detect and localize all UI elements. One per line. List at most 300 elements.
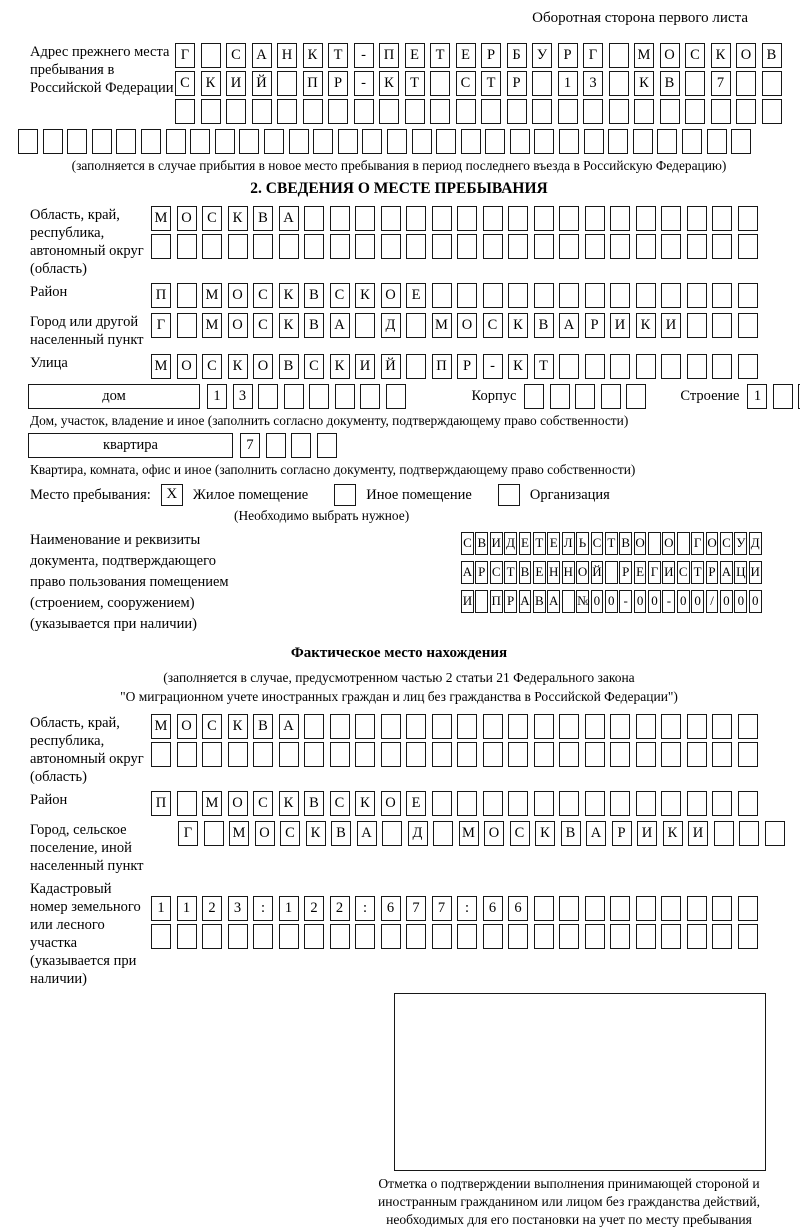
- form-cell[interactable]: К: [201, 71, 221, 96]
- form-cell[interactable]: С: [304, 354, 324, 379]
- form-cell[interactable]: К: [508, 354, 528, 379]
- form-cell[interactable]: [264, 129, 284, 154]
- form-cell[interactable]: [279, 234, 299, 259]
- form-cell[interactable]: 7: [240, 433, 260, 458]
- form-cell[interactable]: [508, 791, 528, 816]
- form-cell[interactable]: [177, 742, 197, 767]
- form-cell[interactable]: [253, 742, 273, 767]
- form-cell[interactable]: [687, 791, 707, 816]
- form-cell[interactable]: [313, 129, 333, 154]
- form-cell[interactable]: [92, 129, 112, 154]
- form-cell[interactable]: Б: [507, 43, 527, 68]
- form-cell[interactable]: Т: [504, 561, 517, 584]
- form-cell[interactable]: [762, 71, 782, 96]
- form-cell[interactable]: [43, 129, 63, 154]
- form-cell[interactable]: П: [432, 354, 452, 379]
- form-cell[interactable]: К: [663, 821, 683, 846]
- form-cell[interactable]: Т: [691, 561, 704, 584]
- form-cell[interactable]: 7: [406, 896, 426, 921]
- form-cell[interactable]: [508, 206, 528, 231]
- form-cell[interactable]: О: [255, 821, 275, 846]
- form-cell[interactable]: [406, 354, 426, 379]
- form-cell[interactable]: -: [619, 590, 632, 613]
- form-cell[interactable]: [534, 896, 554, 921]
- form-cell[interactable]: [687, 206, 707, 231]
- form-cell[interactable]: [432, 283, 452, 308]
- form-cell[interactable]: [215, 129, 235, 154]
- form-cell[interactable]: [738, 206, 758, 231]
- form-cell[interactable]: М: [151, 354, 171, 379]
- form-cell[interactable]: [355, 714, 375, 739]
- form-cell[interactable]: [712, 791, 732, 816]
- form-cell[interactable]: [558, 99, 578, 124]
- form-cell[interactable]: С: [720, 532, 733, 555]
- form-cell[interactable]: [177, 234, 197, 259]
- form-cell[interactable]: [355, 742, 375, 767]
- form-cell[interactable]: [430, 71, 450, 96]
- form-cell[interactable]: Т: [430, 43, 450, 68]
- form-cell[interactable]: О: [177, 714, 197, 739]
- form-cell[interactable]: О: [228, 313, 248, 338]
- form-cell[interactable]: [687, 313, 707, 338]
- form-cell[interactable]: [151, 924, 171, 949]
- form-cell[interactable]: 1: [747, 384, 767, 409]
- form-cell[interactable]: [685, 99, 705, 124]
- form-cell[interactable]: [610, 354, 630, 379]
- form-cell[interactable]: С: [510, 821, 530, 846]
- form-cell[interactable]: [177, 791, 197, 816]
- form-cell[interactable]: [202, 234, 222, 259]
- form-cell[interactable]: [432, 924, 452, 949]
- form-cell[interactable]: 0: [677, 590, 690, 613]
- form-cell[interactable]: [228, 742, 248, 767]
- form-cell[interactable]: [67, 129, 87, 154]
- form-cell[interactable]: 7: [711, 71, 731, 96]
- form-cell[interactable]: [457, 742, 477, 767]
- form-cell[interactable]: Е: [547, 532, 560, 555]
- form-cell[interactable]: Г: [175, 43, 195, 68]
- form-cell[interactable]: [559, 283, 579, 308]
- form-cell[interactable]: [335, 384, 355, 409]
- form-cell[interactable]: [559, 714, 579, 739]
- form-cell[interactable]: [738, 924, 758, 949]
- form-cell[interactable]: [304, 924, 324, 949]
- form-cell[interactable]: С: [685, 43, 705, 68]
- form-cell[interactable]: Л: [562, 532, 575, 555]
- form-cell[interactable]: [608, 129, 628, 154]
- form-cell[interactable]: [738, 354, 758, 379]
- form-cell[interactable]: [304, 714, 324, 739]
- form-cell[interactable]: М: [459, 821, 479, 846]
- form-cell[interactable]: Г: [691, 532, 704, 555]
- form-cell[interactable]: К: [228, 714, 248, 739]
- form-cell[interactable]: К: [330, 354, 350, 379]
- form-cell[interactable]: [636, 896, 656, 921]
- form-cell[interactable]: Е: [405, 43, 425, 68]
- form-cell[interactable]: [739, 821, 759, 846]
- form-cell[interactable]: [534, 714, 554, 739]
- form-cell[interactable]: Т: [405, 71, 425, 96]
- form-cell[interactable]: -: [662, 590, 675, 613]
- form-cell[interactable]: [406, 234, 426, 259]
- form-cell[interactable]: [483, 742, 503, 767]
- form-cell[interactable]: В: [519, 561, 532, 584]
- form-cell[interactable]: [738, 896, 758, 921]
- form-cell[interactable]: [177, 313, 197, 338]
- form-cell[interactable]: Г: [151, 313, 171, 338]
- form-cell[interactable]: [550, 384, 570, 409]
- form-cell[interactable]: [534, 206, 554, 231]
- form-cell[interactable]: [738, 714, 758, 739]
- form-cell[interactable]: О: [381, 791, 401, 816]
- form-cell[interactable]: [328, 99, 348, 124]
- form-cell[interactable]: А: [252, 43, 272, 68]
- form-cell[interactable]: [289, 129, 309, 154]
- form-cell[interactable]: [266, 433, 286, 458]
- form-cell[interactable]: [406, 714, 426, 739]
- form-cell[interactable]: Р: [457, 354, 477, 379]
- form-cell[interactable]: Т: [328, 43, 348, 68]
- form-cell[interactable]: [660, 99, 680, 124]
- form-cell[interactable]: В: [762, 43, 782, 68]
- form-cell[interactable]: Р: [706, 561, 719, 584]
- form-cell[interactable]: О: [576, 561, 589, 584]
- form-cell[interactable]: [406, 742, 426, 767]
- form-cell[interactable]: И: [662, 561, 675, 584]
- form-cell[interactable]: М: [151, 714, 171, 739]
- form-cell[interactable]: [432, 206, 452, 231]
- form-cell[interactable]: 3: [233, 384, 253, 409]
- form-cell[interactable]: П: [151, 283, 171, 308]
- form-cell[interactable]: У: [734, 532, 747, 555]
- form-cell[interactable]: [559, 791, 579, 816]
- form-cell[interactable]: С: [202, 354, 222, 379]
- form-cell[interactable]: Е: [406, 283, 426, 308]
- form-cell[interactable]: [18, 129, 38, 154]
- form-cell[interactable]: А: [720, 561, 733, 584]
- form-cell[interactable]: [661, 283, 681, 308]
- form-cell[interactable]: С: [461, 532, 474, 555]
- form-cell[interactable]: [279, 742, 299, 767]
- form-cell[interactable]: [736, 99, 756, 124]
- form-cell[interactable]: 3: [583, 71, 603, 96]
- form-cell[interactable]: Й: [381, 354, 401, 379]
- form-cell[interactable]: [773, 384, 793, 409]
- form-cell[interactable]: [712, 924, 732, 949]
- form-cell[interactable]: [559, 234, 579, 259]
- form-cell[interactable]: :: [457, 896, 477, 921]
- form-cell[interactable]: [648, 532, 661, 555]
- form-cell[interactable]: [609, 43, 629, 68]
- form-cell[interactable]: [585, 714, 605, 739]
- form-cell[interactable]: [601, 384, 621, 409]
- form-cell[interactable]: [430, 99, 450, 124]
- form-cell[interactable]: [677, 532, 690, 555]
- form-cell[interactable]: [226, 99, 246, 124]
- form-cell[interactable]: О: [706, 532, 719, 555]
- form-cell[interactable]: [355, 313, 375, 338]
- form-cell[interactable]: [355, 924, 375, 949]
- form-cell[interactable]: В: [533, 590, 546, 613]
- form-cell[interactable]: [177, 283, 197, 308]
- form-cell[interactable]: О: [228, 283, 248, 308]
- form-cell[interactable]: К: [634, 71, 654, 96]
- form-cell[interactable]: С: [253, 313, 273, 338]
- form-cell[interactable]: Е: [634, 561, 647, 584]
- form-cell[interactable]: К: [306, 821, 326, 846]
- form-cell[interactable]: [412, 129, 432, 154]
- form-cell[interactable]: [166, 129, 186, 154]
- form-cell[interactable]: [485, 129, 505, 154]
- form-cell[interactable]: М: [634, 43, 654, 68]
- form-cell[interactable]: [387, 129, 407, 154]
- form-cell[interactable]: В: [331, 821, 351, 846]
- form-cell[interactable]: [381, 742, 401, 767]
- form-cell[interactable]: [151, 234, 171, 259]
- form-cell[interactable]: С: [591, 532, 604, 555]
- form-cell[interactable]: П: [303, 71, 323, 96]
- form-cell[interactable]: О: [177, 354, 197, 379]
- form-cell[interactable]: [687, 924, 707, 949]
- form-cell[interactable]: [277, 99, 297, 124]
- form-cell[interactable]: [534, 791, 554, 816]
- form-cell[interactable]: [277, 71, 297, 96]
- form-cell[interactable]: [532, 71, 552, 96]
- form-cell[interactable]: [738, 791, 758, 816]
- form-cell[interactable]: Й: [252, 71, 272, 96]
- form-cell[interactable]: [712, 354, 732, 379]
- form-cell[interactable]: [738, 283, 758, 308]
- form-cell[interactable]: [585, 896, 605, 921]
- form-cell[interactable]: [461, 129, 481, 154]
- form-cell[interactable]: Е: [519, 532, 532, 555]
- form-cell[interactable]: Т: [534, 354, 554, 379]
- form-cell[interactable]: О: [634, 532, 647, 555]
- form-cell[interactable]: Г: [178, 821, 198, 846]
- form-cell[interactable]: К: [379, 71, 399, 96]
- form-cell[interactable]: №: [576, 590, 589, 613]
- form-cell[interactable]: [731, 129, 751, 154]
- form-cell[interactable]: П: [490, 590, 503, 613]
- form-cell[interactable]: [432, 742, 452, 767]
- form-cell[interactable]: [685, 71, 705, 96]
- form-cell[interactable]: 6: [483, 896, 503, 921]
- form-cell[interactable]: 6: [381, 896, 401, 921]
- form-cell[interactable]: [510, 129, 530, 154]
- form-cell[interactable]: [116, 129, 136, 154]
- form-cell[interactable]: [634, 99, 654, 124]
- form-cell[interactable]: Р: [504, 590, 517, 613]
- form-cell[interactable]: Р: [558, 43, 578, 68]
- form-cell[interactable]: [585, 283, 605, 308]
- form-cell[interactable]: [355, 234, 375, 259]
- form-cell[interactable]: [736, 71, 756, 96]
- form-cell[interactable]: О: [660, 43, 680, 68]
- form-cell[interactable]: Е: [456, 43, 476, 68]
- form-cell[interactable]: С: [330, 283, 350, 308]
- form-cell[interactable]: 0: [591, 590, 604, 613]
- form-cell[interactable]: И: [226, 71, 246, 96]
- form-cell[interactable]: [712, 742, 732, 767]
- form-cell[interactable]: [508, 714, 528, 739]
- form-cell[interactable]: [202, 742, 222, 767]
- form-cell[interactable]: [559, 924, 579, 949]
- form-cell[interactable]: 7: [432, 896, 452, 921]
- form-cell[interactable]: [712, 714, 732, 739]
- form-cell[interactable]: В: [475, 532, 488, 555]
- form-cell[interactable]: У: [532, 43, 552, 68]
- form-cell[interactable]: С: [253, 791, 273, 816]
- form-cell[interactable]: [738, 742, 758, 767]
- form-cell[interactable]: [661, 791, 681, 816]
- form-cell[interactable]: [304, 742, 324, 767]
- form-cell[interactable]: И: [610, 313, 630, 338]
- form-cell[interactable]: О: [662, 532, 675, 555]
- form-cell[interactable]: А: [461, 561, 474, 584]
- form-cell[interactable]: 1: [279, 896, 299, 921]
- checkbox-organization[interactable]: [498, 484, 520, 506]
- form-cell[interactable]: [304, 206, 324, 231]
- form-cell[interactable]: [436, 129, 456, 154]
- form-cell[interactable]: [304, 234, 324, 259]
- form-cell[interactable]: [687, 283, 707, 308]
- form-cell[interactable]: [433, 821, 453, 846]
- form-cell[interactable]: Ц: [734, 561, 747, 584]
- form-cell[interactable]: Е: [406, 791, 426, 816]
- form-cell[interactable]: М: [229, 821, 249, 846]
- form-cell[interactable]: М: [202, 313, 222, 338]
- form-cell[interactable]: [432, 791, 452, 816]
- form-cell[interactable]: 1: [207, 384, 227, 409]
- form-cell[interactable]: [585, 742, 605, 767]
- form-cell[interactable]: А: [547, 590, 560, 613]
- form-cell[interactable]: 0: [749, 590, 762, 613]
- form-cell[interactable]: [202, 924, 222, 949]
- form-cell[interactable]: [534, 129, 554, 154]
- form-cell[interactable]: [456, 99, 476, 124]
- form-cell[interactable]: [175, 99, 195, 124]
- form-cell[interactable]: [712, 206, 732, 231]
- form-cell[interactable]: А: [357, 821, 377, 846]
- form-cell[interactable]: [405, 99, 425, 124]
- form-cell[interactable]: [711, 99, 731, 124]
- form-cell[interactable]: 6: [508, 896, 528, 921]
- form-cell[interactable]: М: [202, 791, 222, 816]
- form-cell[interactable]: :: [253, 896, 273, 921]
- form-cell[interactable]: 1: [151, 896, 171, 921]
- form-cell[interactable]: М: [432, 313, 452, 338]
- form-cell[interactable]: К: [636, 313, 656, 338]
- form-cell[interactable]: [379, 99, 399, 124]
- form-cell[interactable]: 0: [691, 590, 704, 613]
- form-cell[interactable]: [253, 234, 273, 259]
- form-cell[interactable]: [406, 313, 426, 338]
- form-cell[interactable]: [712, 234, 732, 259]
- form-cell[interactable]: [338, 129, 358, 154]
- form-cell[interactable]: В: [534, 313, 554, 338]
- form-cell[interactable]: [457, 714, 477, 739]
- form-cell[interactable]: К: [535, 821, 555, 846]
- form-cell[interactable]: 2: [202, 896, 222, 921]
- form-cell[interactable]: [559, 354, 579, 379]
- form-cell[interactable]: [483, 924, 503, 949]
- form-cell[interactable]: [636, 283, 656, 308]
- form-cell[interactable]: [605, 561, 618, 584]
- form-cell[interactable]: [610, 283, 630, 308]
- form-cell[interactable]: [714, 821, 734, 846]
- form-cell[interactable]: О: [484, 821, 504, 846]
- form-cell[interactable]: К: [279, 283, 299, 308]
- form-cell[interactable]: И: [749, 561, 762, 584]
- form-cell[interactable]: [330, 206, 350, 231]
- form-cell[interactable]: [381, 234, 401, 259]
- form-cell[interactable]: 1: [558, 71, 578, 96]
- form-cell[interactable]: [381, 924, 401, 949]
- form-cell[interactable]: [687, 354, 707, 379]
- form-cell[interactable]: [610, 206, 630, 231]
- form-cell[interactable]: К: [355, 791, 375, 816]
- form-cell[interactable]: 0: [720, 590, 733, 613]
- form-cell[interactable]: [432, 234, 452, 259]
- form-cell[interactable]: [661, 742, 681, 767]
- form-cell[interactable]: [661, 714, 681, 739]
- form-cell[interactable]: О: [177, 206, 197, 231]
- form-cell[interactable]: [309, 384, 329, 409]
- form-cell[interactable]: [765, 821, 785, 846]
- form-cell[interactable]: Е: [533, 561, 546, 584]
- form-cell[interactable]: С: [456, 71, 476, 96]
- form-cell[interactable]: О: [228, 791, 248, 816]
- form-cell[interactable]: А: [586, 821, 606, 846]
- form-cell[interactable]: Д: [408, 821, 428, 846]
- form-cell[interactable]: [636, 924, 656, 949]
- form-cell[interactable]: П: [379, 43, 399, 68]
- form-cell[interactable]: В: [304, 283, 324, 308]
- form-cell[interactable]: [661, 354, 681, 379]
- form-cell[interactable]: [707, 129, 727, 154]
- checkbox-other-premises[interactable]: [334, 484, 356, 506]
- form-cell[interactable]: [610, 714, 630, 739]
- form-cell[interactable]: [457, 206, 477, 231]
- form-cell[interactable]: И: [661, 313, 681, 338]
- form-cell[interactable]: [636, 206, 656, 231]
- form-cell[interactable]: К: [711, 43, 731, 68]
- form-cell[interactable]: [317, 433, 337, 458]
- form-cell[interactable]: 3: [228, 896, 248, 921]
- form-cell[interactable]: [204, 821, 224, 846]
- form-cell[interactable]: [636, 791, 656, 816]
- form-cell[interactable]: А: [279, 714, 299, 739]
- form-cell[interactable]: Н: [277, 43, 297, 68]
- form-cell[interactable]: [762, 99, 782, 124]
- form-cell[interactable]: М: [202, 283, 222, 308]
- form-cell[interactable]: [362, 129, 382, 154]
- form-cell[interactable]: [483, 791, 503, 816]
- form-cell[interactable]: [661, 896, 681, 921]
- form-cell[interactable]: [432, 714, 452, 739]
- form-cell[interactable]: [252, 99, 272, 124]
- form-cell[interactable]: Р: [507, 71, 527, 96]
- form-cell[interactable]: [508, 234, 528, 259]
- form-cell[interactable]: [483, 206, 503, 231]
- form-cell[interactable]: [534, 742, 554, 767]
- form-cell[interactable]: [279, 924, 299, 949]
- form-cell[interactable]: [636, 714, 656, 739]
- form-cell[interactable]: [406, 206, 426, 231]
- form-cell[interactable]: [585, 234, 605, 259]
- form-cell[interactable]: [584, 129, 604, 154]
- form-cell[interactable]: [483, 283, 503, 308]
